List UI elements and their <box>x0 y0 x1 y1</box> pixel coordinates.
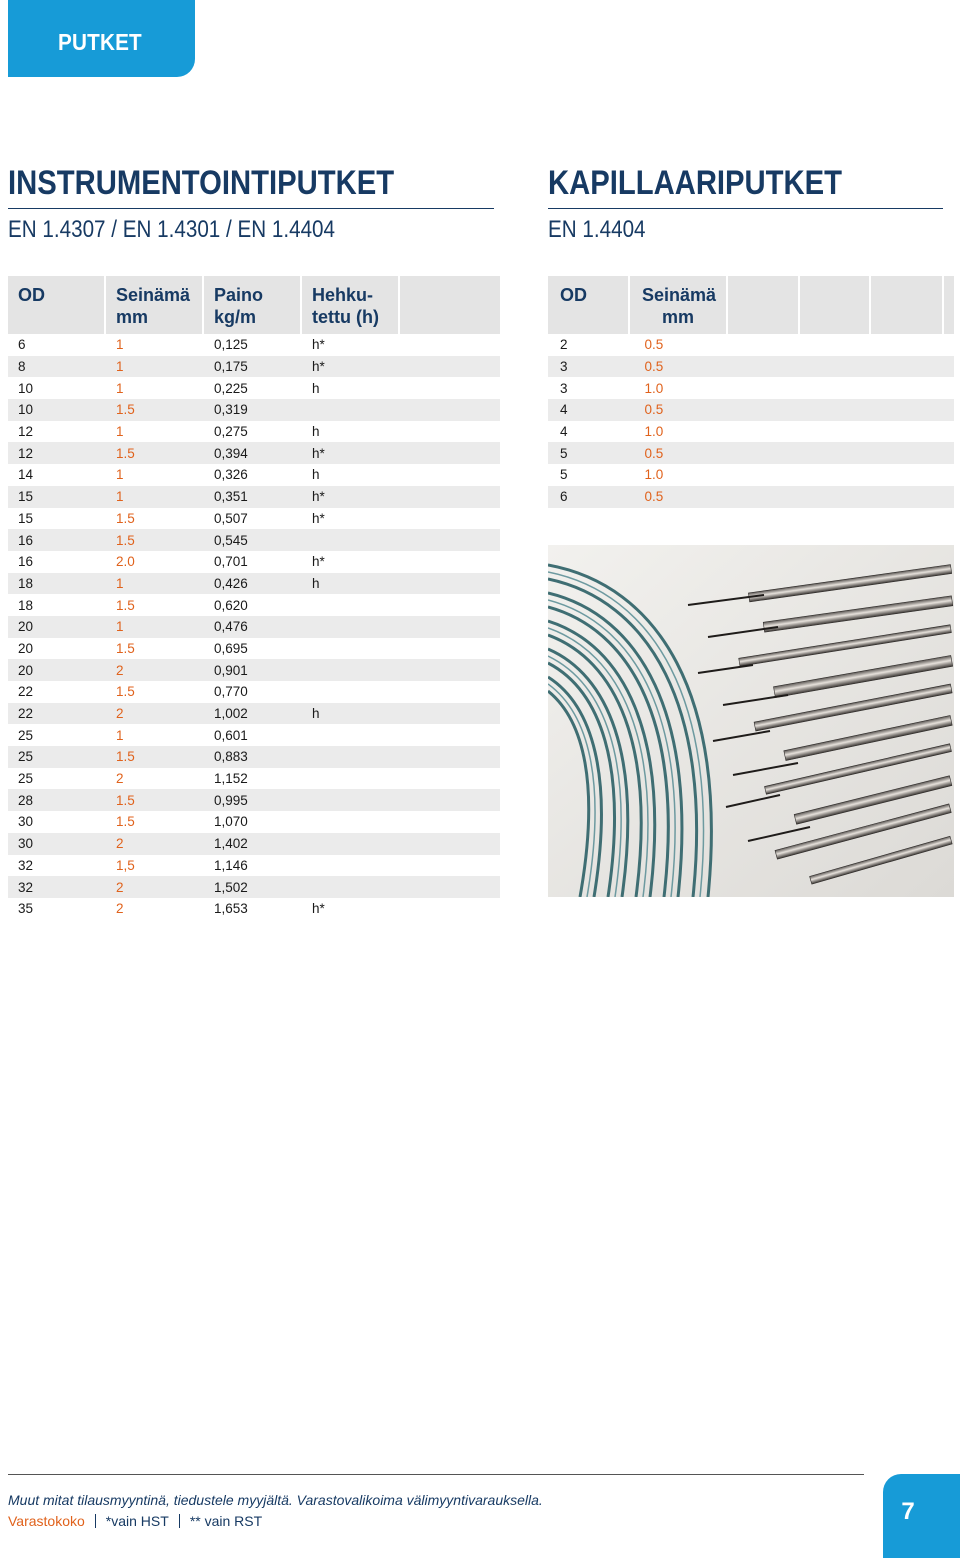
table-row <box>548 442 954 464</box>
wall-cell: 1.5 <box>106 399 204 421</box>
annealed-cell <box>302 681 400 703</box>
weight-cell: 0,394 <box>204 442 302 464</box>
blank-cell <box>728 356 801 378</box>
legend-separator <box>179 1514 180 1528</box>
table-row <box>8 377 500 399</box>
weight-cell: 0,319 <box>204 399 302 421</box>
wall-cell: 1 <box>116 467 124 483</box>
blank-cell <box>400 551 500 573</box>
wall-cell: 1.5 <box>106 442 204 464</box>
od-cell: 20 <box>8 616 106 638</box>
od-cell: 32 <box>18 857 34 873</box>
od-cell: 28 <box>8 789 106 811</box>
annealed-cell: h* <box>312 901 325 917</box>
wall-cell: 1 <box>106 573 204 595</box>
wall-cell: 1 <box>116 727 124 743</box>
table-row <box>548 377 954 399</box>
blank-cell <box>400 377 500 399</box>
cap-wall-cell: 0.5 <box>630 356 727 378</box>
od-cell: 10 <box>18 380 34 396</box>
blank-cell <box>400 746 500 768</box>
cap-od-cell: 3 <box>548 356 630 378</box>
wall-cell: 2 <box>106 703 204 725</box>
od-cell: 12 <box>8 442 106 464</box>
annealed-cell <box>302 724 400 746</box>
cap-wall-cell: 0.5 <box>644 337 664 353</box>
col-header-weight <box>204 276 302 334</box>
table-row <box>8 573 500 595</box>
cap-wall-cell: 1.0 <box>644 380 664 396</box>
wall-cell: 1.5 <box>106 529 204 551</box>
table-row <box>8 442 500 464</box>
annealed-cell <box>302 659 400 681</box>
od-cell: 12 <box>18 424 34 440</box>
annealed-cell <box>302 768 400 790</box>
od-cell: 16 <box>8 529 106 551</box>
wall-cell: 1.5 <box>106 746 204 768</box>
blank-cell <box>871 486 944 508</box>
wall-cell: 2 <box>116 771 124 787</box>
blank-cell <box>728 464 801 486</box>
blank-cell <box>800 377 871 399</box>
table-row <box>8 616 500 638</box>
annealed-cell <box>302 833 400 855</box>
table-row <box>8 508 500 530</box>
cap-col-header-blank-2 <box>800 276 871 334</box>
annealed-cell <box>302 746 400 768</box>
cap-col-header-blank-4 <box>944 276 954 334</box>
wall-cell: 1.5 <box>116 640 135 656</box>
capillary-title-rule <box>548 208 943 209</box>
blank-cell <box>800 399 871 421</box>
annealed-cell: h* <box>312 337 325 353</box>
cap-col-header-od: OD <box>548 276 630 334</box>
footer-rule <box>8 1474 864 1475</box>
cap-col-header-wall <box>630 276 727 334</box>
annealed-cell: h* <box>302 486 400 508</box>
weight-cell: 0,507 <box>214 510 248 526</box>
table-row <box>8 876 500 898</box>
weight-cell: 0,601 <box>214 727 248 743</box>
table-row <box>8 811 500 833</box>
annealed-cell: h <box>312 467 320 483</box>
table-row <box>8 638 500 660</box>
weight-cell: 0,620 <box>214 597 248 613</box>
blank-cell <box>800 356 871 378</box>
table-row <box>8 703 500 725</box>
legend-hst: *vain HST <box>105 1513 169 1529</box>
blank-cell <box>800 442 871 464</box>
od-cell: 32 <box>8 876 106 898</box>
table-row <box>8 855 500 877</box>
wall-cell: 1.5 <box>116 684 135 700</box>
annealed-cell: h* <box>312 554 325 570</box>
wall-cell: 1.5 <box>116 510 135 526</box>
blank-cell <box>871 421 944 443</box>
blank-cell <box>871 399 944 421</box>
cap-od-cell: 3 <box>560 380 568 396</box>
blank-cell <box>871 377 944 399</box>
wall-cell: 2 <box>106 659 204 681</box>
table-row <box>8 659 500 681</box>
od-cell: 25 <box>18 771 34 787</box>
table-row <box>8 464 500 486</box>
cap-col-header-wall-label: Seinämä mm <box>642 285 717 327</box>
capillary-tubes-table <box>548 276 954 508</box>
cap-od-cell: 4 <box>560 424 568 440</box>
blank-cell <box>400 594 500 616</box>
wall-cell: 1.5 <box>116 597 135 613</box>
blank-cell <box>400 876 500 898</box>
instrument-title-rule <box>8 208 494 209</box>
blank-cell <box>944 334 954 356</box>
blank-cell <box>944 464 954 486</box>
col-header-od: OD <box>8 276 106 334</box>
blank-cell <box>800 334 871 356</box>
blank-cell <box>871 442 944 464</box>
page-number: 7 <box>901 1498 915 1525</box>
col-header-weight-label: Paino kg/m <box>214 285 264 327</box>
wall-cell: 2 <box>106 876 204 898</box>
blank-cell <box>400 659 500 681</box>
blank-cell <box>728 399 801 421</box>
cap-wall-cell: 0.5 <box>630 486 727 508</box>
table-row <box>548 464 954 486</box>
annealed-cell <box>302 789 400 811</box>
blank-cell <box>400 724 500 746</box>
od-cell: 20 <box>8 659 106 681</box>
weight-cell: 0,326 <box>214 467 248 483</box>
blank-cell <box>944 421 954 443</box>
od-cell: 8 <box>8 356 106 378</box>
cap-col-header-blank-1 <box>728 276 801 334</box>
footer-legend <box>8 1513 262 1529</box>
blank-cell <box>728 421 801 443</box>
annealed-cell <box>302 876 400 898</box>
table-row <box>8 399 500 421</box>
blank-cell <box>400 421 500 443</box>
od-cell: 14 <box>18 467 34 483</box>
blank-cell <box>400 811 500 833</box>
blank-cell <box>400 334 500 356</box>
weight-cell: 1,653 <box>214 901 248 917</box>
od-cell: 10 <box>8 399 106 421</box>
col-header-blank <box>400 276 500 334</box>
blank-cell <box>944 356 954 378</box>
weight-cell: 0,995 <box>204 789 302 811</box>
weight-cell: 1,152 <box>214 771 248 787</box>
table-row <box>8 421 500 443</box>
blank-cell <box>400 616 500 638</box>
legend-separator <box>95 1514 96 1528</box>
annealed-cell: h <box>302 703 400 725</box>
table-row <box>548 421 954 443</box>
weight-cell: 1,070 <box>214 814 248 830</box>
blank-cell <box>400 703 500 725</box>
weight-cell: 0,476 <box>204 616 302 638</box>
od-cell: 15 <box>18 510 34 526</box>
annealed-cell: h <box>312 424 320 440</box>
od-cell: 25 <box>8 746 106 768</box>
col-header-annealed-label: Hehku-tettu (h) <box>312 285 379 327</box>
col-header-wall <box>106 276 204 334</box>
table-row <box>8 681 500 703</box>
od-cell: 22 <box>18 684 34 700</box>
od-cell: 20 <box>18 640 34 656</box>
instrument-tubes-table <box>8 276 500 920</box>
blank-cell <box>944 486 954 508</box>
blank-cell <box>400 442 500 464</box>
blank-cell <box>400 789 500 811</box>
weight-cell: 0,695 <box>214 640 248 656</box>
blank-cell <box>400 768 500 790</box>
od-cell: 18 <box>18 597 34 613</box>
table-header-row <box>8 276 500 334</box>
instrument-tubes-title: INSTRUMENTOINTIPUTKET <box>8 164 395 202</box>
annealed-cell: h <box>312 380 320 396</box>
od-cell: 30 <box>8 833 106 855</box>
blank-cell <box>400 356 500 378</box>
od-cell: 35 <box>18 901 34 917</box>
annealed-cell <box>302 399 400 421</box>
weight-cell: 0,883 <box>204 746 302 768</box>
od-cell: 25 <box>18 727 34 743</box>
blank-cell <box>800 486 871 508</box>
weight-cell: 0,275 <box>214 424 248 440</box>
col-header-annealed <box>302 276 400 334</box>
od-cell: 18 <box>8 573 106 595</box>
annealed-cell <box>302 529 400 551</box>
annealed-cell <box>302 638 400 660</box>
cap-col-header-blank-3 <box>871 276 944 334</box>
blank-cell <box>400 855 500 877</box>
wall-cell: 2.0 <box>116 554 135 570</box>
annealed-cell <box>302 594 400 616</box>
table-row <box>8 768 500 790</box>
blank-cell <box>400 898 500 920</box>
table-row <box>8 356 500 378</box>
cap-wall-cell: 1.0 <box>644 467 664 483</box>
cap-od-cell: 2 <box>560 337 568 353</box>
annealed-cell: h* <box>312 510 325 526</box>
blank-cell <box>871 464 944 486</box>
blank-cell <box>400 529 500 551</box>
blank-cell <box>728 442 801 464</box>
annealed-cell: h* <box>302 356 400 378</box>
weight-cell: 0,901 <box>204 659 302 681</box>
cap-wall-cell: 1.0 <box>644 424 664 440</box>
cap-od-cell: 6 <box>548 486 630 508</box>
weight-cell: 0,175 <box>204 356 302 378</box>
weight-cell: 0,351 <box>204 486 302 508</box>
blank-cell <box>400 573 500 595</box>
table-row <box>8 724 500 746</box>
blank-cell <box>944 399 954 421</box>
weight-cell: 0,125 <box>214 337 248 353</box>
table-row <box>8 486 500 508</box>
weight-cell: 1,146 <box>214 857 248 873</box>
wall-cell: 1,5 <box>116 857 135 873</box>
blank-cell <box>400 833 500 855</box>
capillary-tubes-subtitle: EN 1.4404 <box>548 216 646 243</box>
annealed-cell <box>302 616 400 638</box>
col-header-wall-label: Seinämä mm <box>116 285 191 327</box>
table-row <box>8 594 500 616</box>
page-number-tab <box>883 1474 960 1558</box>
annealed-cell: h <box>302 573 400 595</box>
od-cell: 22 <box>8 703 106 725</box>
cap-od-cell: 5 <box>560 467 568 483</box>
table-row <box>8 529 500 551</box>
table-row <box>548 486 954 508</box>
table-row <box>8 334 500 356</box>
blank-cell <box>800 464 871 486</box>
wall-cell: 1 <box>106 616 204 638</box>
wall-cell: 2 <box>116 901 124 917</box>
blank-cell <box>400 638 500 660</box>
table-row <box>8 551 500 573</box>
blank-cell <box>400 464 500 486</box>
annealed-cell <box>302 811 400 833</box>
table-row <box>8 789 500 811</box>
table-row <box>548 399 954 421</box>
weight-cell: 1,502 <box>204 876 302 898</box>
od-cell: 15 <box>8 486 106 508</box>
blank-cell <box>728 486 801 508</box>
weight-cell: 0,225 <box>214 380 248 396</box>
weight-cell: 0,426 <box>204 573 302 595</box>
legend-stock-size: Varastokoko <box>8 1513 85 1529</box>
cap-wall-cell: 0.5 <box>630 399 727 421</box>
section-tab <box>8 0 195 77</box>
blank-cell <box>728 334 801 356</box>
wall-cell: 1.5 <box>106 789 204 811</box>
od-cell: 30 <box>18 814 34 830</box>
weight-cell: 0,701 <box>214 554 248 570</box>
wall-cell: 2 <box>106 833 204 855</box>
blank-cell <box>944 377 954 399</box>
blank-cell <box>728 377 801 399</box>
weight-cell: 1,002 <box>204 703 302 725</box>
od-cell: 6 <box>18 337 26 353</box>
od-cell: 16 <box>18 554 34 570</box>
legend-rst: ** vain RST <box>189 1513 263 1529</box>
wall-cell: 1 <box>116 380 124 396</box>
capillary-tubes-title: KAPILLAARIPUTKET <box>548 164 843 202</box>
footer-note: Muut mitat tilausmyyntinä, tiedustele myyjältä. Varastovalikoima välimyyntivarauksella. <box>8 1492 543 1508</box>
annealed-cell: h* <box>302 442 400 464</box>
blank-cell <box>400 508 500 530</box>
blank-cell <box>800 421 871 443</box>
cap-od-cell: 4 <box>548 399 630 421</box>
instrument-tubes-subtitle: EN 1.4307 / EN 1.4301 / EN 1.4404 <box>8 216 336 243</box>
wall-cell: 1 <box>116 424 124 440</box>
blank-cell <box>944 442 954 464</box>
table-row <box>548 334 954 356</box>
blank-cell <box>400 399 500 421</box>
wall-cell: 1 <box>116 337 124 353</box>
table-row <box>8 898 500 920</box>
wall-cell: 1.5 <box>116 814 135 830</box>
blank-cell <box>400 486 500 508</box>
capillary-tubes-photo <box>548 545 954 897</box>
weight-cell: 0,545 <box>204 529 302 551</box>
section-tab-label: PUTKET <box>58 29 142 55</box>
blank-cell <box>871 356 944 378</box>
table-header-row <box>548 276 954 334</box>
wall-cell: 1 <box>106 356 204 378</box>
table-row <box>8 746 500 768</box>
weight-cell: 0,770 <box>214 684 248 700</box>
blank-cell <box>871 334 944 356</box>
blank-cell <box>400 681 500 703</box>
weight-cell: 1,402 <box>204 833 302 855</box>
cap-od-cell: 5 <box>548 442 630 464</box>
table-row <box>8 833 500 855</box>
cap-wall-cell: 0.5 <box>630 442 727 464</box>
wall-cell: 1 <box>106 486 204 508</box>
annealed-cell <box>302 855 400 877</box>
table-row <box>548 356 954 378</box>
